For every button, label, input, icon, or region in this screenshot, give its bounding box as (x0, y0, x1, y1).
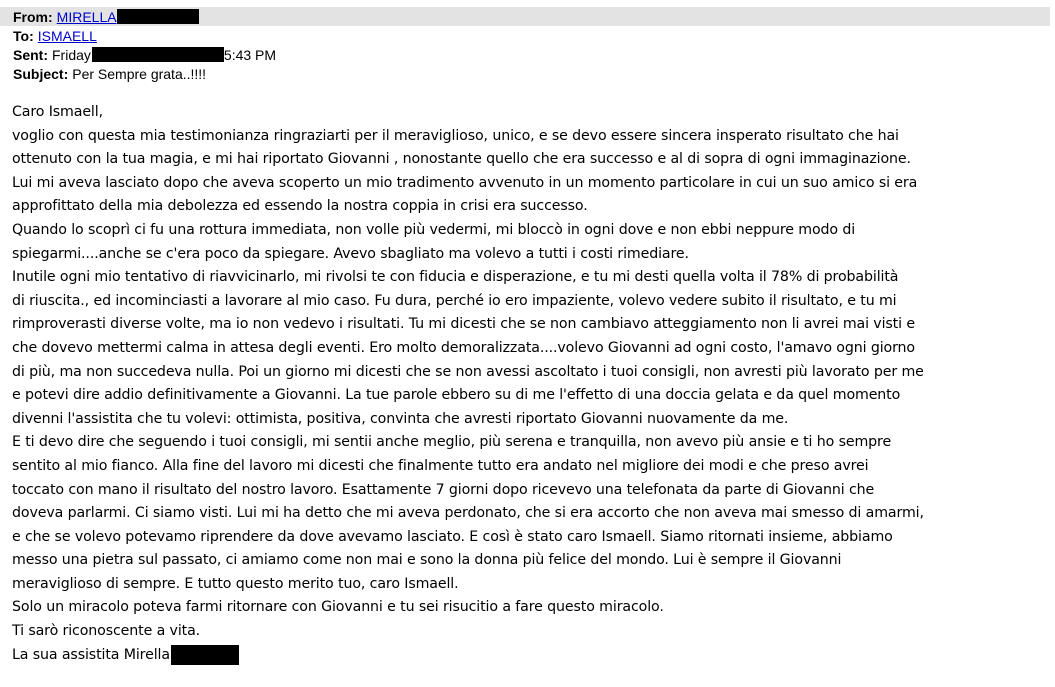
subject-value: Per Sempre grata..!!!! (72, 65, 207, 82)
body-line: che dovevo mettermi calma in attesa degli eventi. Ero molto demoralizzata....volevo Giovanni ad ogni costo, l'amavo ogni giorno (12, 339, 915, 356)
from-label: From: (13, 8, 53, 25)
body-line: voglio con questa mia testimonianza ringraziarti per il meraviglioso, unico, e se devo essere sincera insperato risultato che hai (12, 127, 899, 144)
email-body (12, 101, 1052, 667)
body-line: sentito al mio fianco. Alla fine del lavoro mi dicesti che finalmente tutto era andato nel migliore dei modi e che preso avrei (12, 457, 869, 474)
to-recipient-link[interactable]: ISMAELL (37, 27, 97, 44)
body-line: spiegarmi....anche se c'era poco da spiegare. Avevo sbagliato ma volevo a tutti i costi rimediare. (12, 245, 689, 262)
body-line: messo una pietra sul passato, ci amiamo come non mai e sono la donna più felice del mondo. Lui è sempre il Giovanni (12, 552, 842, 569)
body-line: Solo un miracolo poteva farmi ritornare con Giovanni e tu sei risucitio a fare questo miracolo. (12, 599, 664, 616)
email-header (0, 7, 1050, 83)
to-row (0, 26, 1050, 45)
sent-day: Friday (52, 46, 91, 63)
body-line: e che se volevo potevamo riprendere da dove avevamo lasciato. E così è stato caro Ismaell. Siamo ritornati insieme, abbiamo (12, 528, 893, 545)
body-line: di più, ma non succedeva nulla. Poi un giorno mi dicesti che se non avessi ascoltato i tuoi consigli, non avresti più lavorato per me (12, 363, 924, 380)
body-line: ottenuto con la tua magia, e mi hai riportato Giovanni , nonostante quello che era successo e al di sopra di ogni immaginazione. (12, 151, 911, 168)
body-line: di riuscita., ed incominciasti a lavorare al mio caso. Fu dura, perché io ero impaziente, volevo vedere subito il risultato, e tu mi (12, 292, 897, 309)
from-sender-link[interactable]: MIRELLA (56, 8, 117, 25)
body-line: Caro Ismaell, (12, 104, 103, 120)
redaction-bar (92, 47, 224, 62)
redaction-bar (171, 645, 239, 665)
signature-line (12, 644, 1052, 668)
sent-label: Sent: (13, 46, 48, 63)
body-line: rimproverasti diverse volte, ma io non vedevo i risultati. Tu mi dicesti che se non cambiavo atteggiamento non li avrei mai visti e (12, 316, 915, 333)
body-line: approfittato della mia debolezza ed essendo la nostra coppia in crisi era successo. (12, 198, 588, 215)
body-line: Ti sarò riconoscente a vita. (12, 623, 201, 640)
body-line: meraviglioso di sempre. E tutto questo merito tuo, caro Ismaell. (12, 575, 459, 592)
sent-row (0, 45, 1050, 64)
subject-row (0, 64, 1050, 83)
body-line: E ti devo dire che seguendo i tuoi consigli, mi sentii anche meglio, più serena e tranquilla, non avevo più ansie e ti ho sempre (12, 434, 892, 451)
body-line: e potevi dire addio definitivamente a Giovanni. La tue parole ebbero su di me l'effetto di una doccia gelata e da quel momento (12, 387, 901, 404)
body-line: doveva parlarmi. Ci siamo visti. Lui mi ha detto che mi aveva perdonato, che si era accorto che non aveva mai smesso di amarmi, (12, 505, 924, 522)
subject-label: Subject: (13, 65, 69, 82)
redaction-bar (117, 9, 199, 24)
to-label: To: (13, 27, 34, 44)
body-line: Quando lo scoprì ci fu una rottura immediata, non volle più vedermi, mi bloccò in ogni dove e non ebbi neppure modo di (12, 221, 856, 238)
body-line: divenni l'assistita che tu volevi: ottimista, positiva, convinta che avresti riportato Giovanni nuovamente da me. (12, 410, 789, 427)
body-line: Lui mi aveva lasciato dopo che aveva scoperto un mio tradimento avvenuto in un momento particolare in cui un suo amico si era (12, 174, 918, 191)
from-row (0, 7, 1050, 26)
body-line: toccato con mano il risultato del nostro lavoro. Esattamente 7 giorni dopo ricevevo una telefonata da parte di Giovanni che (12, 481, 875, 498)
sent-time: 5:43 PM (223, 46, 277, 63)
body-line: Inutile ogni mio tentativo di riavvicinarlo, mi rivolsi te con fiducia e disperazione, e tu mi desti quella volta il 78% di probabilità (12, 269, 899, 286)
signature: La sua assistita Mirella (12, 646, 170, 663)
